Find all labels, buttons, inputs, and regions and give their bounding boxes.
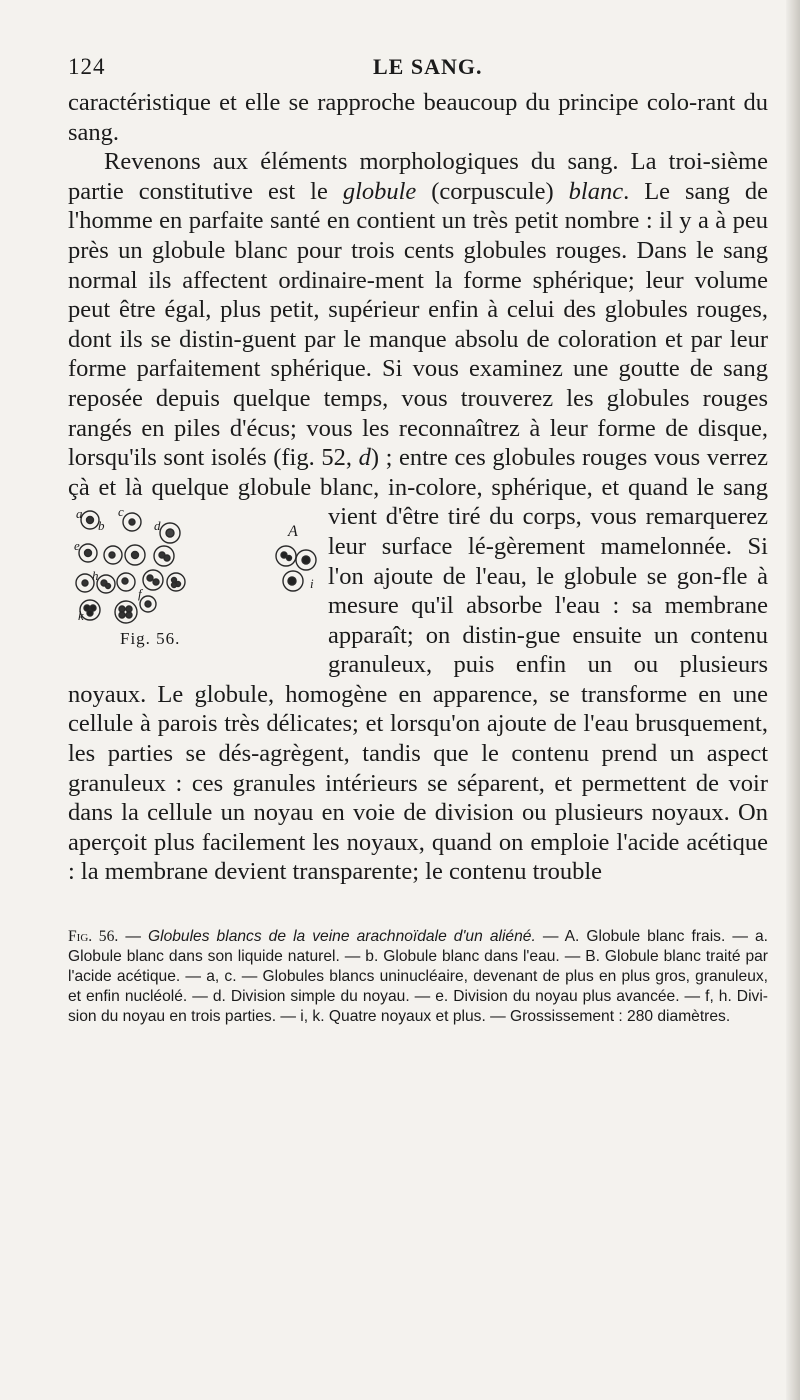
fig-letter-i: i [310,576,314,592]
page-number: 124 [68,54,106,79]
caption-text: — A. Globule blanc frais. — a. Globule blanc dans son liquide naturel. — b. Globule blanc dans l'eau. — B. Globule blanc traité par l'acide acétique. — a, c. — Globules blancs uninucléaire, devenant de plus en plus gros, granuleux, et enfin nucléolé. — d. Division simple du noyau. — e. Division du noyau plus avancée. — f, h. Divi-sion du noyau en trois parties. — i, k. Quatre noyaux et plus. — Grossissement : 280 diamètres. [68,928,768,1026]
fig-letter-b: b [98,518,105,534]
page-edge-shadow [786,0,800,1400]
term-blanc: blanc [568,177,624,205]
figure-ref-d: d [358,444,371,472]
fig-letter-k: k [78,608,84,624]
fig-letter-d: d [154,518,161,534]
paragraph-1: caractéristique et elle se rapproche beaucoup du principe colo-rant du sang. [68,89,768,146]
term-globule: globule [342,177,417,205]
paragraph-2-text-f: vous remarquerez leur surface lé-gèrement mamelonnée. Si l'on ajoute de l'eau, le globule se gon-fle à mesure qu'il absorbe l'eau : sa membrane apparaît; on distin-gue ensuite un contenu granuleux, puis enfin un ou plusieurs noyaux. Le globule, homogène en apparence, se transforme en une cellule à parois très délicates; et lorsqu'on ajoute de l'eau brusquement, les parties se dés-agrègent, tandis que le contenu prend un aspect granuleux : ces granules intérieurs se séparent, et permettent de voir dans la cellule un noyau en voie de division ou plusieurs noyaux. On aperçoit plus facilement les noyaux, quand on emploie l'acide acétique : la membrane devient transparente; le contenu trouble [68,503,768,886]
cell-row3-4 [143,570,163,590]
figure-56 [68,508,318,654]
cell-A-1 [276,546,296,566]
paragraph-2-text-b: (corpuscule) [416,177,569,205]
cell-row2-1 [79,544,97,562]
figure-caption [68,927,768,1027]
cell-row2-2 [104,546,122,564]
paragraph-2 [68,147,768,887]
cell-A-3 [283,571,303,591]
figure-label: Fig. 56. [120,629,181,649]
cell-a [81,511,99,529]
paragraph-2-text-e: ) ; entre ces globules rouges vous verrez çà et là quelque globule blanc, in-colore, sphérique, et quand le sang vient d'être tiré du corps, [68,444,768,531]
paragraph-2-text-c: . Le sang de l'homme en parfaite santé en contient un très petit nombre : il y a à peu près un globule blanc pour trois cents globules rouges. Dans le sang normal ils affectent ordinaire-ment la forme sphérique; leur volume peut être égal, plus petit, supérieur enfin à celui des globules rouges, dont ils se distin-guent par le manque absolu de coloration et par leur forme parfaitement sphérique. Si vous examinez une goutte de sang reposée depuis quelque temps, vous trouverez les globules rouges rangés en piles d'écus; vous les reconnaîtrez à leur forme de disque, lorsqu'ils sont isolés (fig. 52, [68,177,768,472]
cell-row4-2 [115,601,137,623]
cell-row3-2 [97,575,115,593]
fig-letter-f: f [138,586,142,602]
paragraph-2-text-a: Revenons aux éléments morphologiques du sang. La troi-sième partie constitutive est le [68,148,768,205]
fig-letter-e: e [74,538,80,554]
cell-b [123,513,141,531]
cell-row2-3 [125,545,145,565]
cell-A-2 [296,550,316,570]
caption-title: Globules blancs de la veine arachnoïdale d'un aliéné. [147,928,536,946]
fig-letter-A: A [288,523,298,541]
cell-row3-3 [117,573,135,591]
white-blood-cells-illustration [68,508,318,628]
fig-letter-c: c [118,508,124,520]
cell-row4-3 [140,596,156,612]
cell-row3-5 [167,573,185,591]
running-title: LE SANG. [373,54,483,79]
page-header [68,48,768,88]
caption-figure-ref: Fig. 56. [68,928,119,946]
book-page [68,48,768,1027]
cell-c [160,523,180,543]
fig-letter-h: h [92,568,99,584]
fig-letter-a: a [76,508,83,522]
cell-row2-4 [154,546,174,566]
caption-dash: — [118,928,148,946]
body-text [68,88,768,887]
